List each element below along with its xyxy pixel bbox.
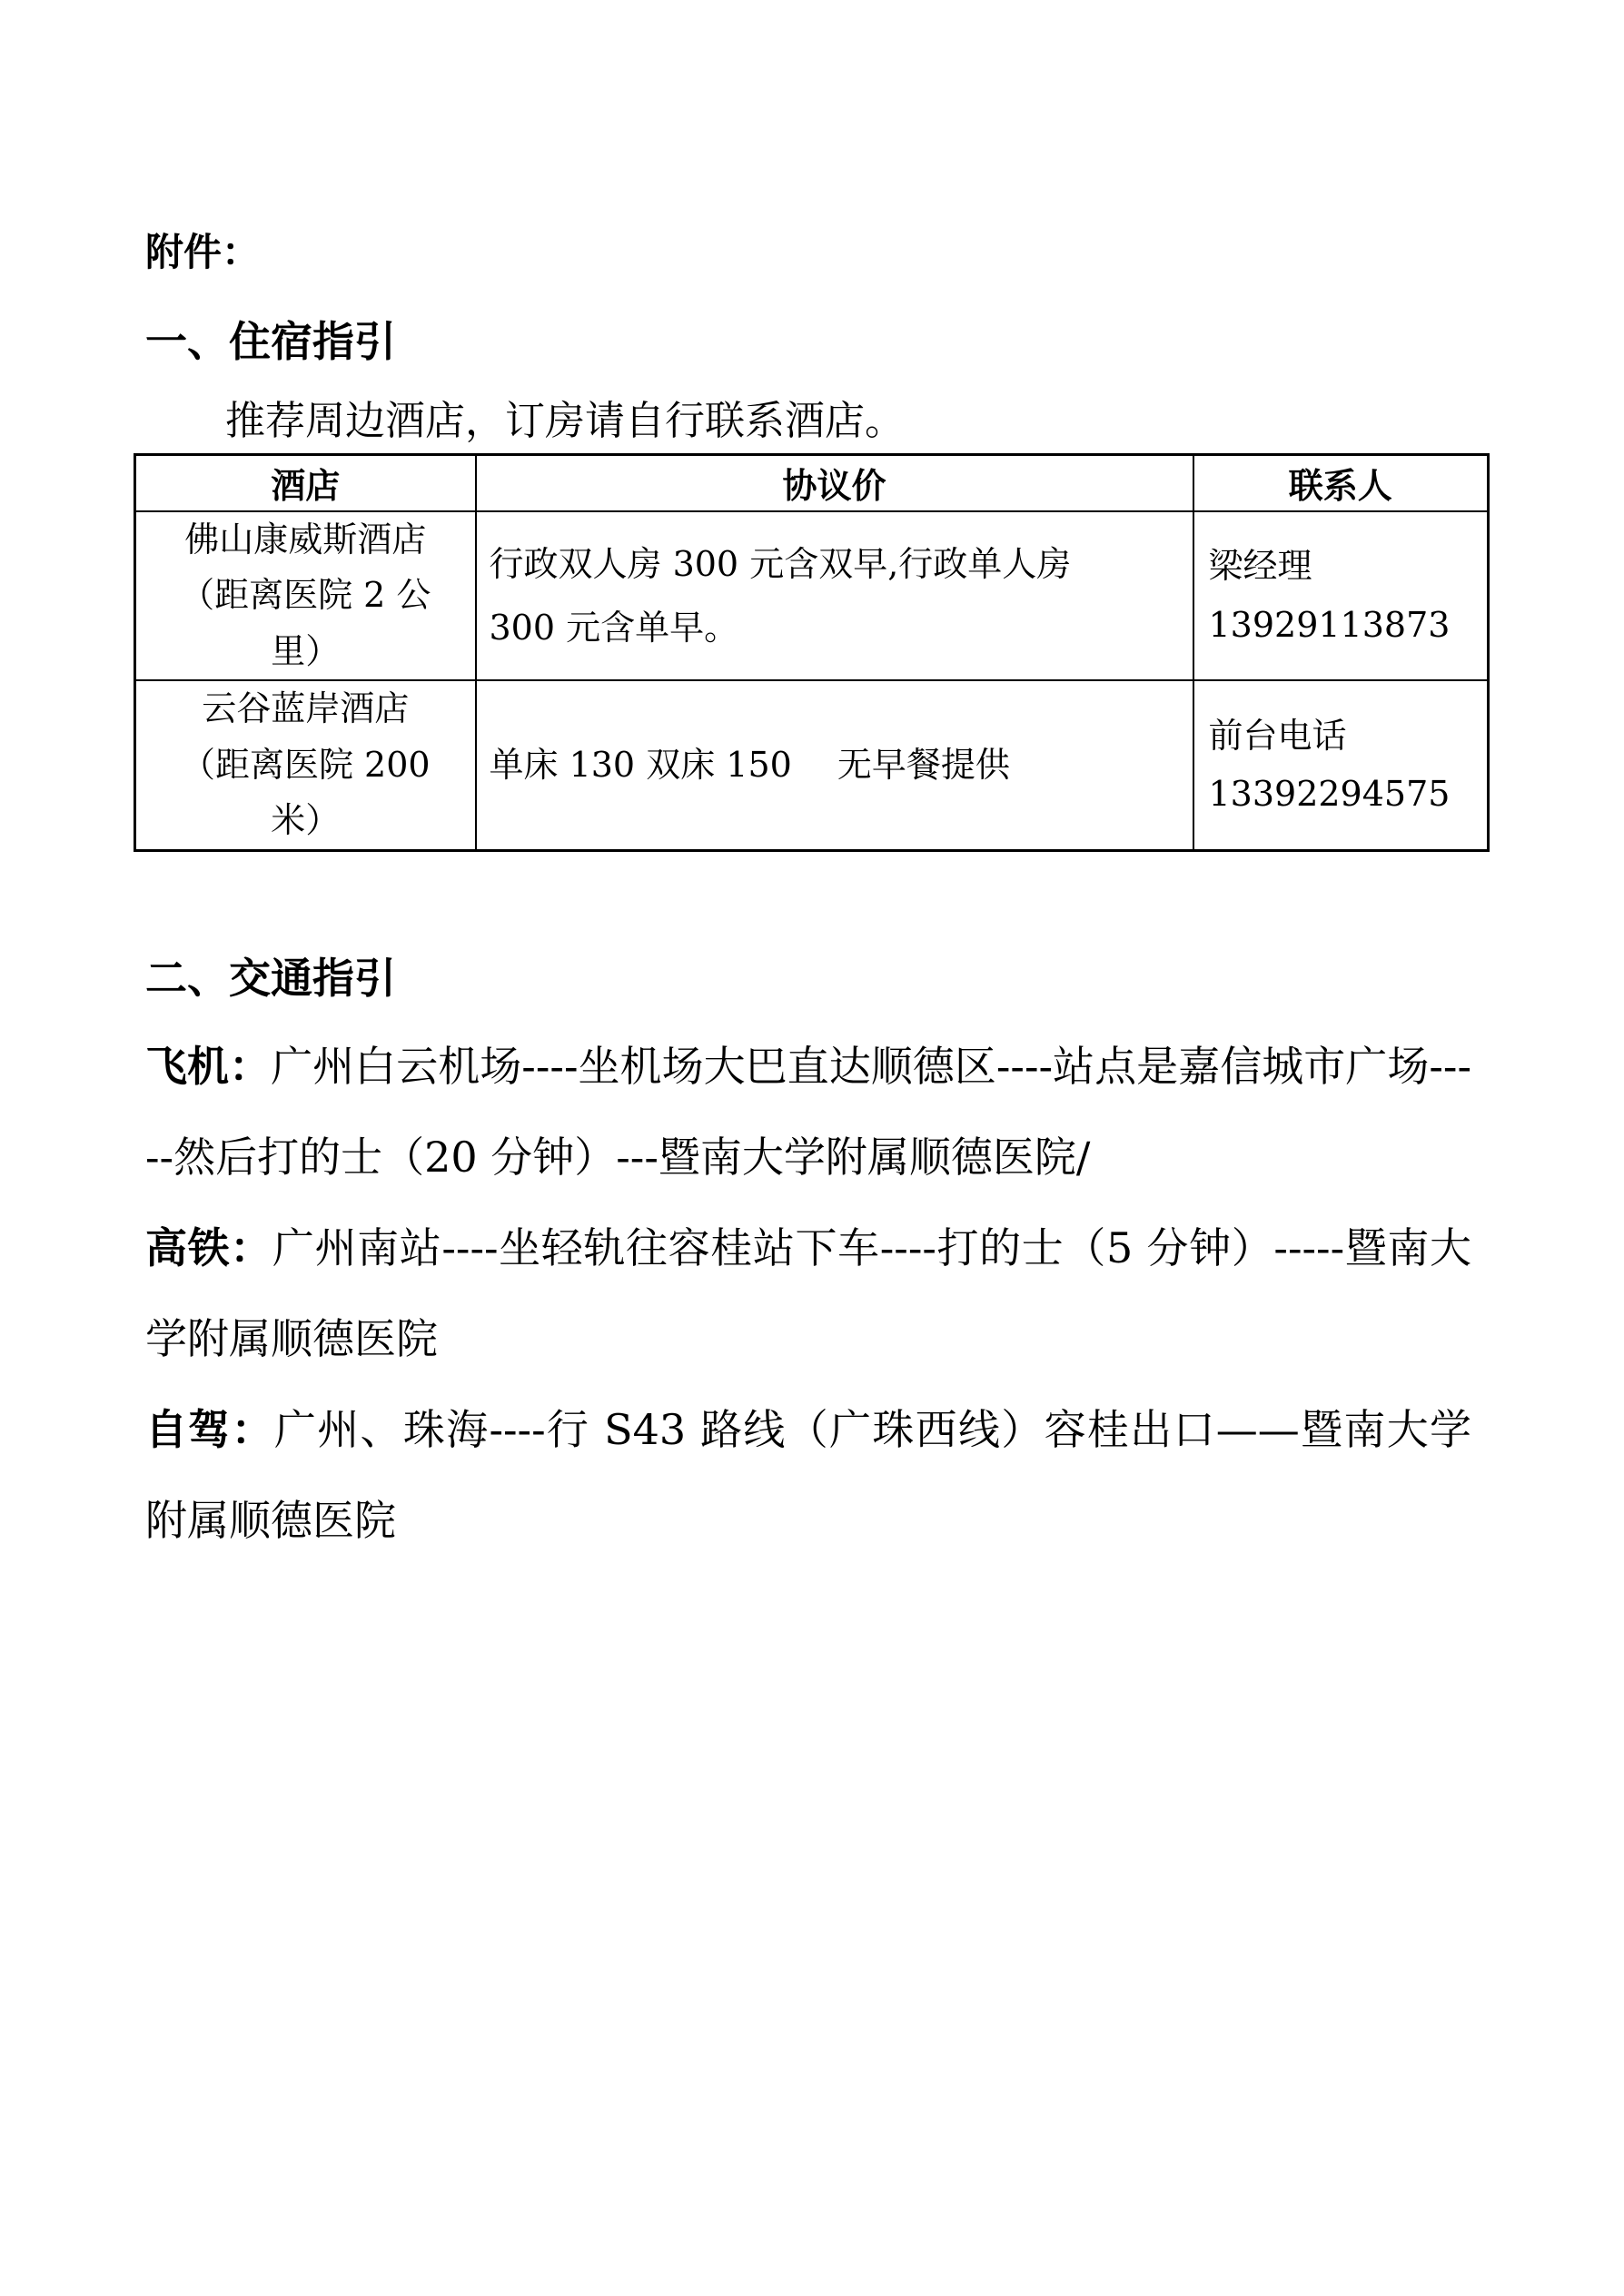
accommodation-heading: 一、住宿指引 xyxy=(145,318,396,365)
table-row xyxy=(135,680,1489,850)
price-cell xyxy=(476,511,1193,681)
contact-info xyxy=(1209,537,1488,654)
hotel-name: 佛山康威斯酒店（距离医院 2 公里） xyxy=(180,519,431,671)
table-header-row xyxy=(135,455,1489,511)
price-text: 单床 130 双床 150 无早餐提供 xyxy=(489,745,1010,786)
contact-phone: 13392294575 xyxy=(1208,774,1451,815)
contact-cell xyxy=(1193,511,1489,681)
table-header-contact: 联系人 xyxy=(1193,455,1489,511)
price-cell xyxy=(476,680,1193,850)
hotel-name-cell xyxy=(135,680,476,850)
attachment-label: 附件： xyxy=(145,231,261,273)
transport-text-train: 广州南站----坐轻轨往容桂站下车----打的士（5 分钟）-----暨南大学附属顺德医院 xyxy=(145,1222,1472,1363)
transport-label-plane: 飞机： xyxy=(145,1042,272,1090)
accommodation-intro: 推荐周边酒店，订房请自行联系酒店。 xyxy=(225,398,905,444)
transport-item-drive xyxy=(145,1384,1471,1566)
price-text: 行政双人房 300 元含双早,行政单人房 300 元含单早。 xyxy=(489,543,1072,648)
contact-cell xyxy=(1193,680,1489,850)
traffic-directions xyxy=(145,1021,1471,1566)
transport-label-drive: 自驾： xyxy=(145,1405,274,1453)
transport-text-plane: 广州白云机场----坐机场大巴直达顺德区----站点是嘉信城市广场-----然后打的士（20 分钟）---暨南大学附属顺德医院/ xyxy=(145,1041,1471,1182)
contact-info xyxy=(1209,707,1488,824)
table-header-price: 协议价 xyxy=(476,455,1193,511)
table-row xyxy=(135,511,1489,681)
hotel-name: 云谷蓝岸酒店（距离医院 200 米） xyxy=(180,688,431,841)
table-header-hotel: 酒店 xyxy=(135,455,476,511)
traffic-heading: 二、交通指引 xyxy=(145,954,396,1002)
transport-label-train: 高铁： xyxy=(145,1223,272,1272)
contact-name: 梁经理 xyxy=(1208,546,1312,587)
transport-item-plane xyxy=(145,1021,1471,1202)
hotels-table xyxy=(134,453,1490,852)
contact-name: 前台电话 xyxy=(1208,715,1347,756)
hotel-name-cell xyxy=(135,511,476,681)
contact-phone: 13929113873 xyxy=(1208,604,1451,645)
transport-text-drive: 广州、珠海----行 S43 路线（广珠西线）容桂出口——暨南大学附属顺德医院 xyxy=(145,1404,1472,1545)
transport-item-train xyxy=(145,1202,1471,1384)
